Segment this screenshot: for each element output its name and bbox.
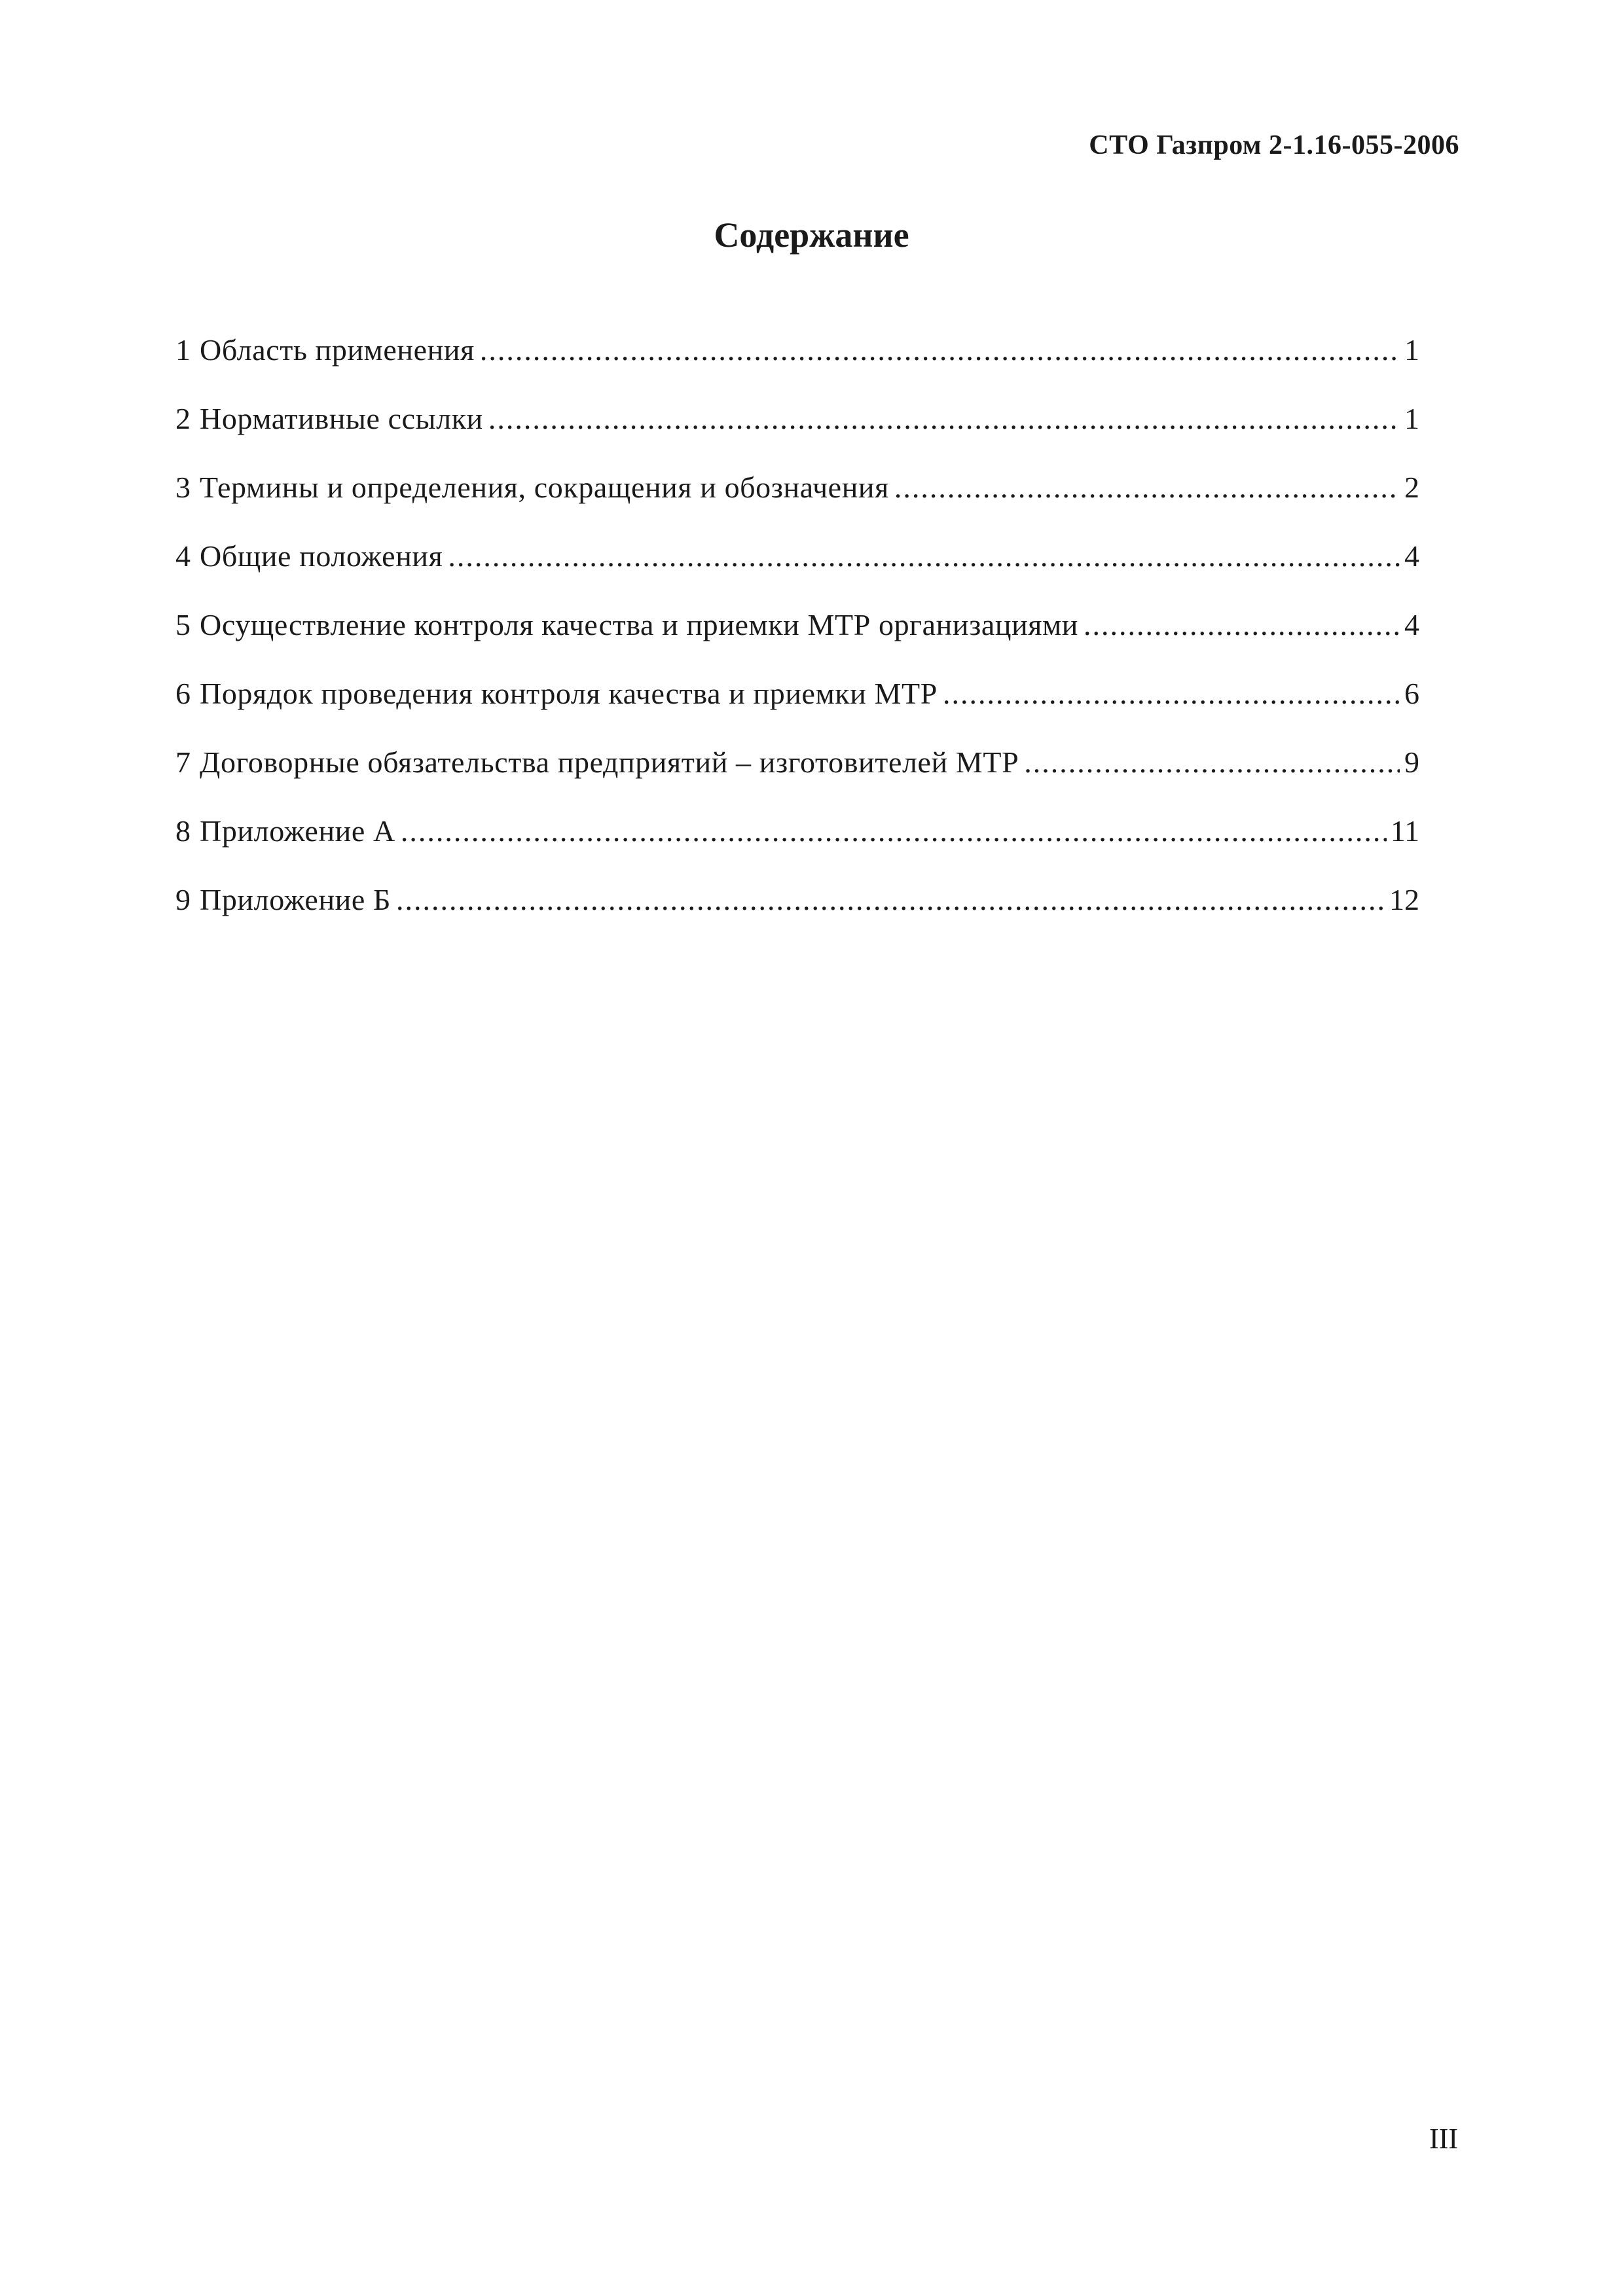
toc-entry-number: 3 <box>175 471 191 504</box>
toc-entry-title: Порядок проведения контроля качества и приемки МТР <box>200 677 938 710</box>
dot-leader <box>894 468 1400 507</box>
toc-entry-title: Общие положения <box>200 539 443 573</box>
table-of-contents <box>175 331 1419 949</box>
toc-entry-number: 9 <box>175 883 191 916</box>
toc-entry[interactable] <box>175 331 1419 399</box>
toc-entry[interactable] <box>175 880 1419 949</box>
toc-entry-number: 5 <box>175 608 191 641</box>
toc-entry-page: 12 <box>1389 883 1419 916</box>
toc-entry-title: Приложение Б <box>200 883 392 916</box>
toc-entry-number: 6 <box>175 677 191 710</box>
toc-entry-title: Осуществление контроля качества и приемки МТР организациями <box>200 608 1078 641</box>
toc-entry-title: Область применения <box>200 333 475 367</box>
toc-entry-page: 6 <box>1404 677 1419 710</box>
toc-entry-page: 1 <box>1404 402 1419 435</box>
dot-leader <box>943 674 1400 713</box>
dot-leader <box>480 331 1400 370</box>
page-number: III <box>1429 2123 1458 2155</box>
toc-entry-page: 9 <box>1404 745 1419 779</box>
toc-entry-page: 11 <box>1390 814 1419 848</box>
toc-entry[interactable] <box>175 399 1419 468</box>
toc-entry-number: 4 <box>175 539 191 573</box>
toc-entry[interactable] <box>175 468 1419 537</box>
dot-leader <box>1084 605 1400 645</box>
toc-entry-page: 1 <box>1404 333 1419 367</box>
toc-entry-number: 7 <box>175 745 191 779</box>
toc-entry[interactable] <box>175 812 1419 880</box>
dot-leader <box>401 812 1387 851</box>
toc-entry[interactable] <box>175 605 1419 674</box>
toc-title: Содержание <box>714 215 909 255</box>
toc-entry-number: 8 <box>175 814 191 848</box>
toc-entry[interactable] <box>175 743 1419 812</box>
document-code: СТО Газпром 2-1.16-055-2006 <box>1089 130 1459 160</box>
toc-entry-number: 2 <box>175 402 191 435</box>
dot-leader <box>396 880 1385 920</box>
dot-leader <box>488 399 1400 439</box>
toc-entry-title: Термины и определения, сокращения и обозначения <box>200 471 889 504</box>
toc-entry-title: Нормативные ссылки <box>200 402 483 435</box>
toc-entry-page: 4 <box>1404 608 1419 641</box>
dot-leader <box>1024 743 1400 782</box>
toc-entry-title: Договорные обязательства предприятий – изготовителей МТР <box>200 745 1019 779</box>
toc-entry-title: Приложение А <box>200 814 395 848</box>
toc-entry-page: 4 <box>1404 539 1419 573</box>
toc-entry-number: 1 <box>175 333 191 367</box>
toc-entry[interactable] <box>175 674 1419 743</box>
toc-entry[interactable] <box>175 537 1419 605</box>
dot-leader <box>448 537 1400 576</box>
toc-entry-page: 2 <box>1404 471 1419 504</box>
